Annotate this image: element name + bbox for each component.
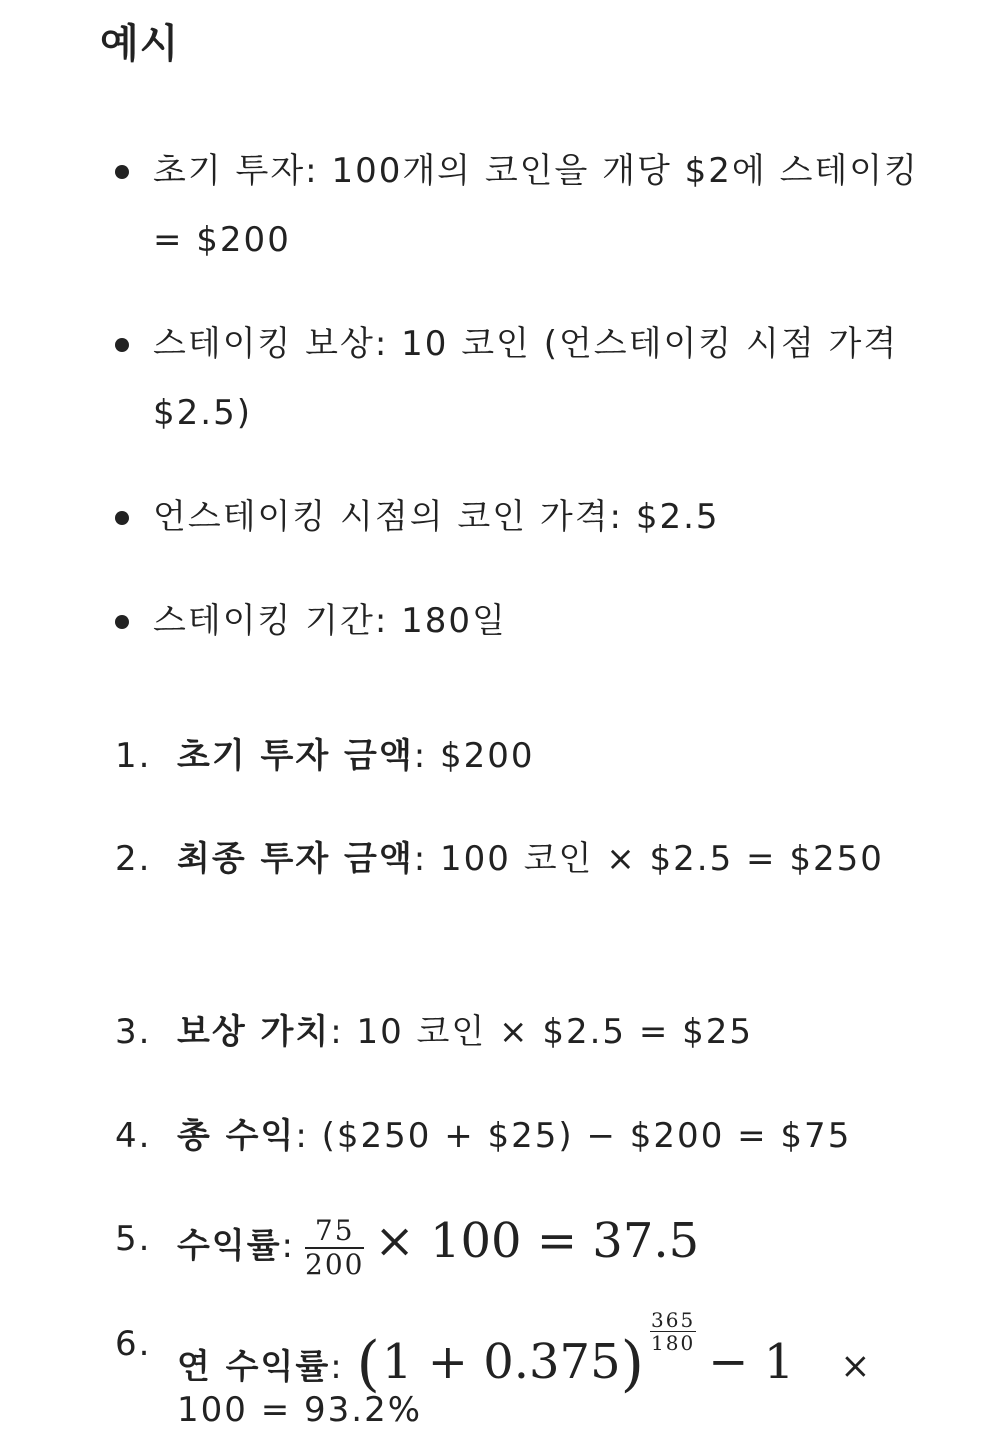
bullet-dot	[115, 615, 129, 629]
step-value: : ($250 + $25) − $200 = $75	[295, 1116, 852, 1156]
bullet-dot	[115, 165, 129, 179]
times-symbol: ×	[840, 1346, 871, 1387]
step-label: 최종 투자 금액	[177, 839, 414, 879]
step-label: 수익률	[177, 1226, 282, 1266]
step-value: : 10 코인 × $2.5 = $25	[330, 1012, 754, 1052]
step-number: 2.	[115, 839, 152, 879]
step-text: 연 수익률: (1 + 0.375) $\frac{365}{180}$ − 1 ×	[177, 1308, 871, 1399]
step-text	[177, 1205, 937, 1282]
step-number: 4.	[115, 1116, 152, 1156]
step-text	[177, 998, 937, 1067]
bullet-dot	[115, 338, 129, 352]
step-text	[177, 825, 937, 894]
bullet-text: 초기 투자: 100개의 코인을 개당 $2에 스테이킹 = $200	[153, 151, 919, 260]
step-colon: :	[330, 1347, 344, 1387]
step-label: 초기 투자 금액	[177, 736, 414, 776]
step-colon: :	[281, 1226, 296, 1266]
step-number: 6.	[115, 1324, 152, 1364]
step-text	[177, 1102, 977, 1171]
step-text-continuation: 100 = 93.2%	[177, 1390, 423, 1430]
exponent-numerator: 365	[651, 1308, 696, 1332]
exponent-fraction	[650, 1310, 696, 1353]
fraction	[305, 1213, 365, 1281]
math-expression: × 100 = 37.5	[374, 1213, 700, 1269]
step-label: 보상 가치	[177, 1012, 331, 1052]
step-text	[177, 722, 937, 791]
math-minus-one: − 1	[708, 1334, 795, 1390]
bullet-text: 스테이킹 기간: 180일	[153, 601, 507, 641]
bullet-text: 스테이킹 보상: 10 코인 (언스테이킹 시점 가격 $2.5)	[153, 324, 899, 433]
step-number: 1.	[115, 736, 152, 776]
step-value: : 100 코인 × $2.5 = $250	[413, 839, 884, 879]
bullet-dot	[115, 511, 129, 525]
page-title: 예시	[100, 21, 180, 67]
exponent-denominator: 180	[651, 1331, 696, 1355]
fraction-numerator: 75	[305, 1217, 364, 1249]
step-value: : $200	[413, 736, 535, 776]
math-base: 1 + 0.375	[381, 1334, 621, 1390]
fraction-denominator: 200	[305, 1247, 365, 1281]
step-label: 연 수익률	[177, 1347, 331, 1387]
step-label: 총 수익	[177, 1116, 296, 1156]
step-number: 5.	[115, 1219, 152, 1259]
bullet-text: 언스테이킹 시점의 코인 가격: $2.5	[153, 497, 720, 537]
step-number: 3.	[115, 1012, 152, 1052]
